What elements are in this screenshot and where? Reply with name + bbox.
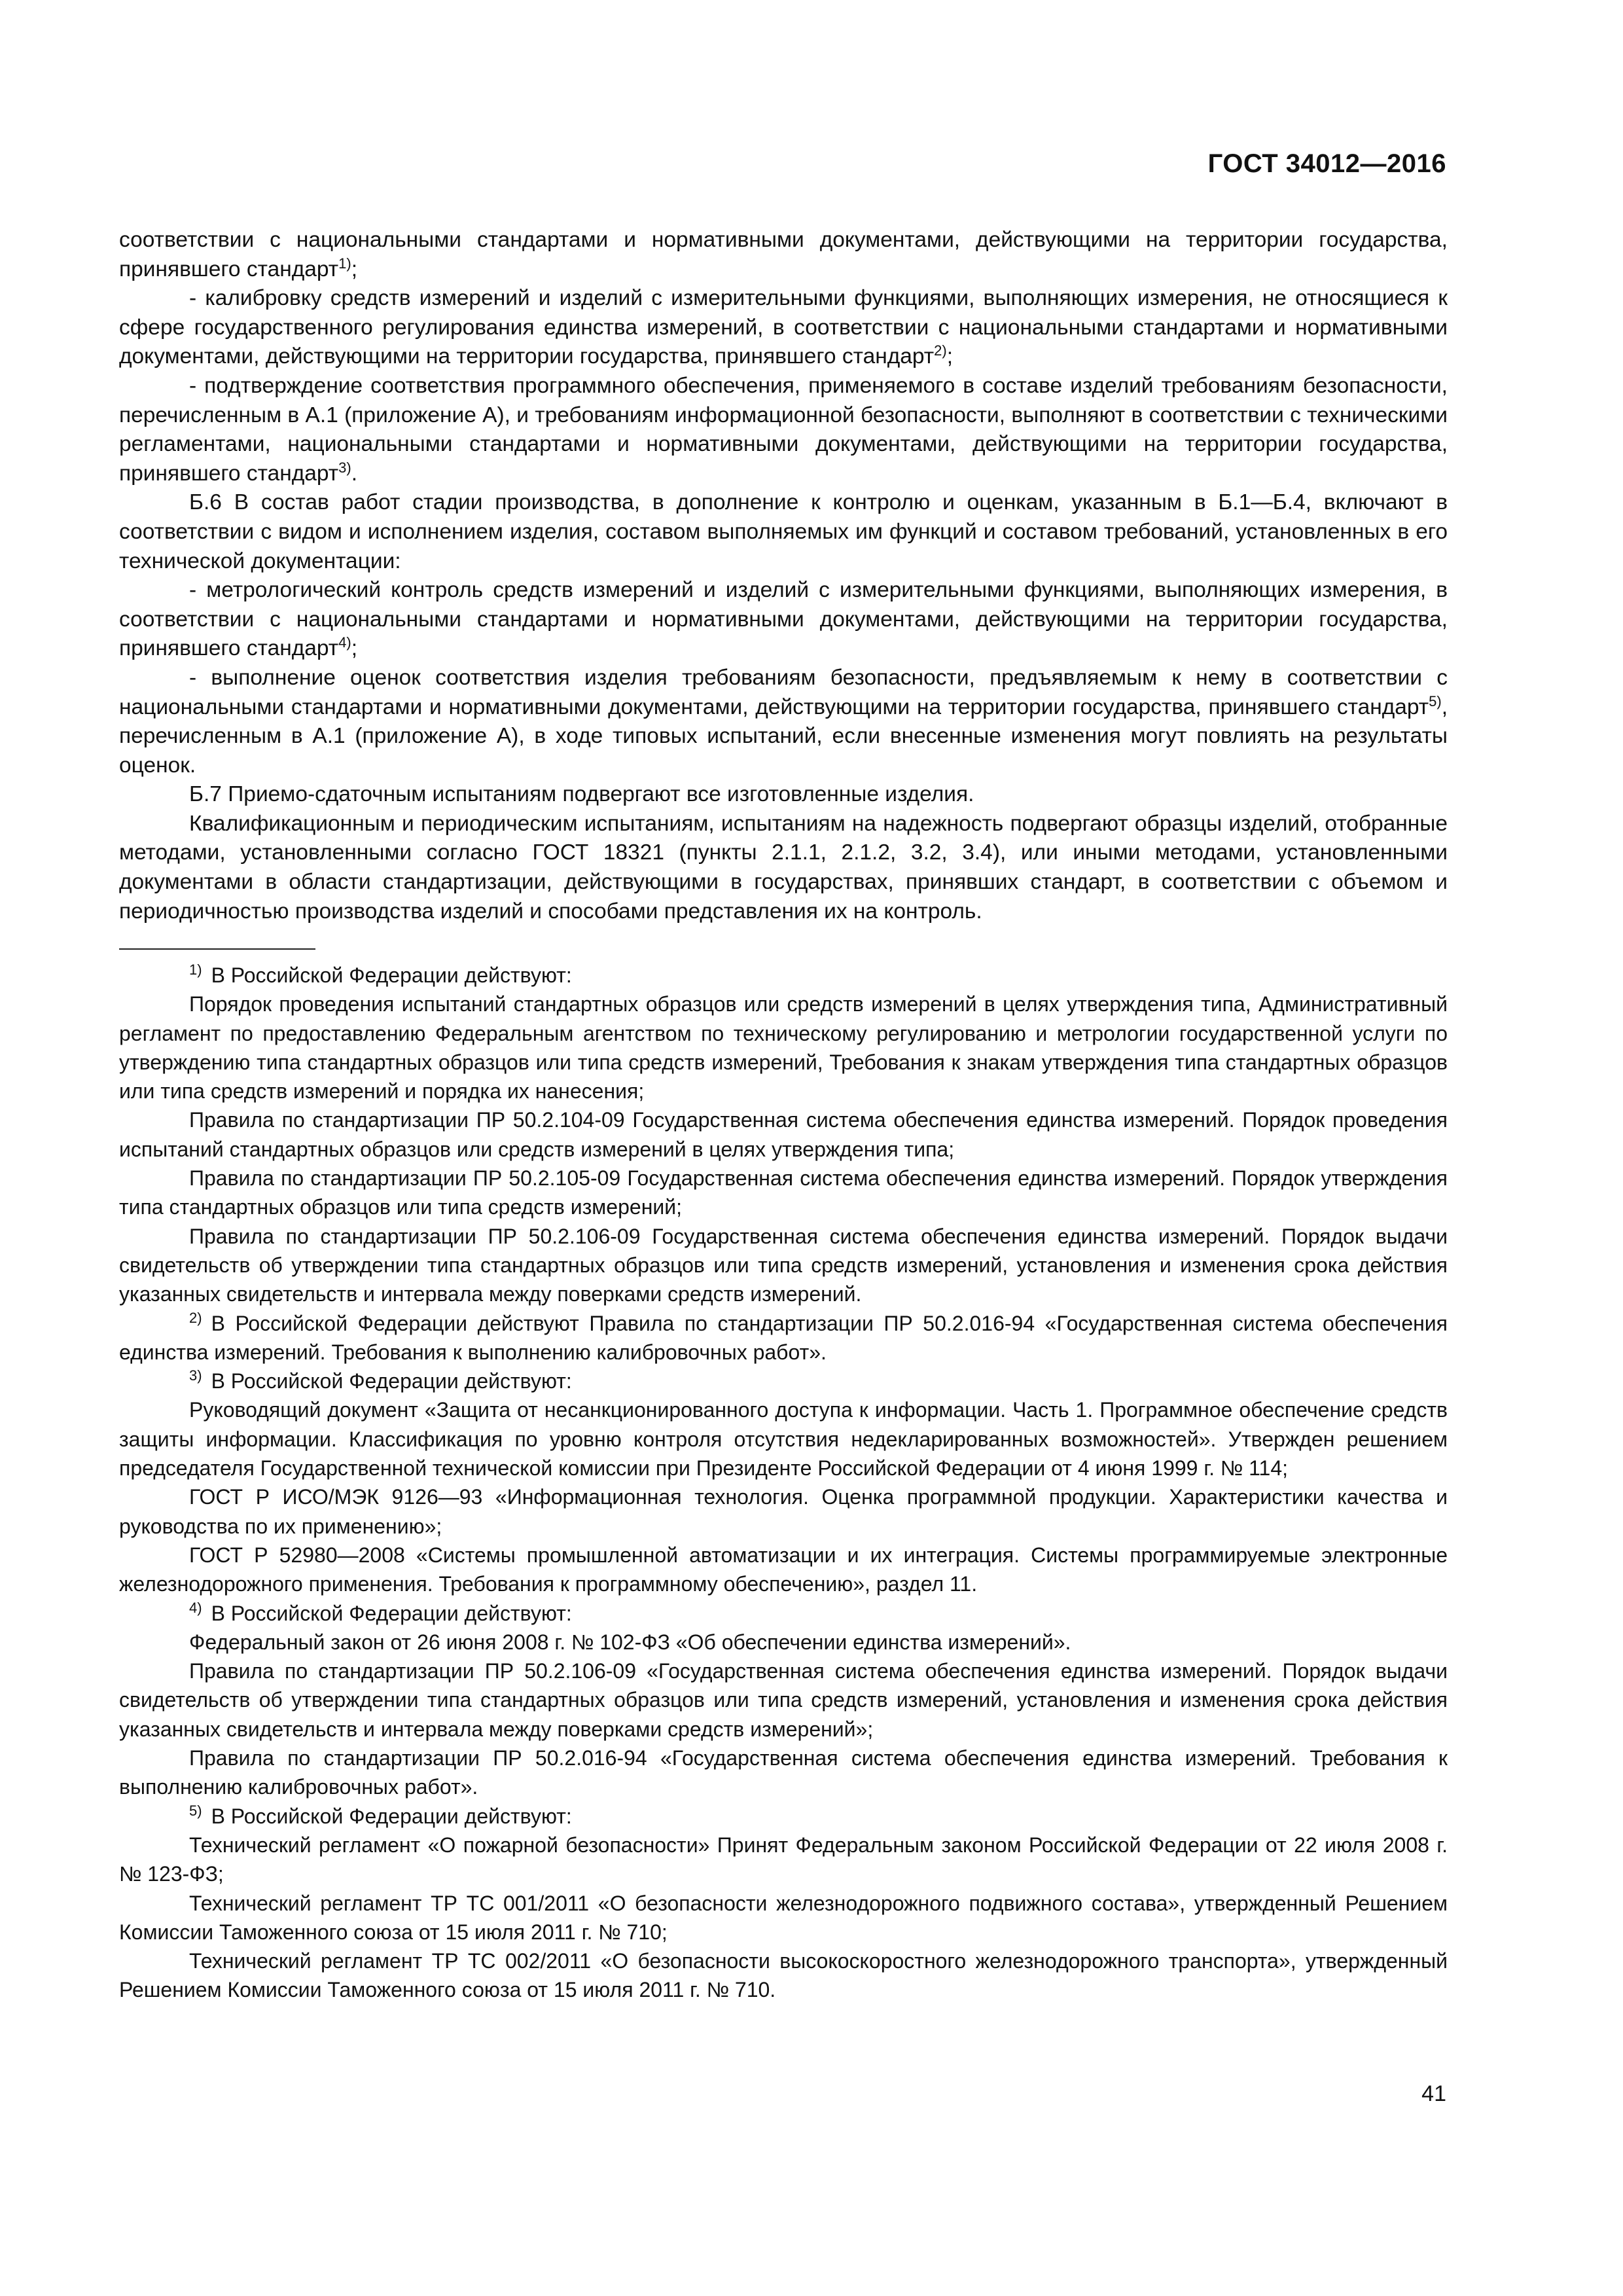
footnote-3-item: ГОСТ Р 52980—2008 «Системы промышленной автоматизации и их интеграция. Системы программируемые электронные железнодорожного применения. Требования к программному обеспечению», раздел 11. <box>119 1543 1448 1596</box>
document-code-header: ГОСТ 34012—2016 <box>1207 149 1446 178</box>
footnotes-section <box>119 961 1448 2005</box>
footnote-5-item: Технический регламент ТР ТС 002/2011 «О безопасности высокоскоростного железнодорожного транспорта», утвержденный Решением Комиссии Таможенного союза от 15 июля 2011 г. № 710. <box>119 1949 1448 2002</box>
paragraph-qualification-tests: Квалификационным и периодическим испытаниям, испытаниям на надежность подвергают образцы изделий, отобранные методами, установленными согласно ГОСТ 18321 (пункты 2.1.1, 2.1.2, 3.2, 3.4), или иными методами, установленными документами в области стандартизации, действующими в государствах, принявших стандарт, в соответствии с объемом и периодичностью производства изделий и способами представления их на контроль. <box>119 811 1448 924</box>
footnote-4-title: $^{4)}$ В Российской Федерации действуют: <box>189 1599 572 1625</box>
footnote-4-item: Федеральный закон от 26 июня 2008 г. № 102-ФЗ «Об обеспечении единства измерений». <box>189 1630 1071 1654</box>
list-item-safety-assessment: - выполнение оценок соответствия изделия требованиям безопасности, предъявляемым к нему в соответствии с национальными стандартами и нормативными документами, действующими на территории государства, принявшего стандарт$^{5)}$, перечисленным в А.1 (приложение А), в ходе типовых испытаний, если внесенные изменения могут повлиять на результаты оценок. <box>119 665 1448 778</box>
paragraph-continuation: соответствии с национальными стандартами и нормативными документами, действующими на территории государства, принявшего стандарт$^{1)}$; <box>119 228 1448 281</box>
clause-b7: Б.7 Приемо-сдаточным испытаниям подвергают все изготовленные изделия. <box>189 782 974 807</box>
footnote-ref-5: 5) <box>1429 692 1442 709</box>
footnote-1-item: Порядок проведения испытаний стандартных образцов или средств измерений в целях утверждения типа, Административный регламент по предоставлению Федеральным агентством по техническому регулированию и метрологии государственной услуги по утверждению типа стандартных образцов или типа средств измерений, Требования к знакам утверждения типа стандартных образцов или типа средств измерений и порядка их нанесения; <box>119 992 1448 1103</box>
footnote-1-item: Правила по стандартизации ПР 50.2.105-09 Государственная система обеспечения единства измерений. Порядок утверждения типа стандартных образцов или типа средств измерений; <box>119 1166 1448 1219</box>
footnote-1-item: Правила по стандартизации ПР 50.2.104-09 Государственная система обеспечения единства измерений. Порядок проведения испытаний стандартных образцов или средств измерений в целях утверждения типа; <box>119 1108 1448 1161</box>
main-text <box>119 226 1448 926</box>
footnote-5-item: Технический регламент ТР ТС 001/2011 «О безопасности железнодорожного подвижного состава», утвержденный Решением Комиссии Таможенного союза от 15 июля 2011 г. № 710; <box>119 1891 1448 1944</box>
footnote-1-mark: 1) <box>189 961 202 978</box>
footnote-2-mark: 2) <box>189 1309 202 1326</box>
clause-b6: Б.6 В состав работ стадии производства, в дополнение к контролю и оценкам, указанным в Б.1—Б.4, включают в соответствии с видом и исполнением изделия, составом выполняемых им функций и составом требований, установленных в его технической документации: <box>119 490 1448 573</box>
footnote-3-mark: 3) <box>189 1367 202 1384</box>
footnote-separator <box>119 948 315 950</box>
footnote-5-item: Технический регламент «О пожарной безопасности» Принят Федеральным законом Российской Федерации от 22 июля 2008 г. № 123-ФЗ; <box>119 1833 1448 1886</box>
footnote-3-title: $^{3)}$ В Российской Федерации действуют: <box>189 1367 572 1393</box>
footnote-4-item: Правила по стандартизации ПР 50.2.016-94 «Государственная система обеспечения единства измерений. Требования к выполнению калибровочных работ». <box>119 1746 1448 1799</box>
footnote-1-title: $^{1)}$ В Российской Федерации действуют: <box>189 961 572 987</box>
footnote-ref-4: 4) <box>338 634 351 651</box>
footnote-4-item: Правила по стандартизации ПР 50.2.106-09 «Государственная система обеспечения единства измерений. Порядок выдачи свидетельств об утверждении типа стандартных образцов или типа средств измерений, установления и изменения срока действия указанных свидетельств и интервала между поверками средств измерений»; <box>119 1659 1448 1741</box>
footnote-ref-2: 2) <box>934 342 947 359</box>
footnote-3-item: Руководящий документ «Защита от несанкционированного доступа к информации. Часть 1. Программное обеспечение средств защиты информации. Классификация по уровню контроля отсутствия недекларированных возможностей». Утвержден решением председателя Государственной технической комиссии при Президенте Российской Федерации от 4 июня 1999 г. № 114; <box>119 1398 1448 1480</box>
list-item-software-conformity: - подтверждение соответствия программного обеспечения, применяемого в составе изделий требованиям безопасности, перечисленным в А.1 (приложение А), и требованиям информационной безопасности, выполняют в соответствии с техническими регламентами, национальными стандартами и нормативными документами, действующими на территории государства, принявшего стандарт$^{3)}$. <box>119 373 1448 486</box>
footnote-1-item: Правила по стандартизации ПР 50.2.106-09 Государственная система обеспечения единства измерений. Порядок выдачи свидетельств об утверждении типа стандартных образцов или типа средств измерений, установления и изменения срока действия указанных свидетельств и интервала между поверками средств измерений. <box>119 1224 1448 1306</box>
footnote-ref-3: 3) <box>338 459 351 476</box>
page-number: 41 <box>1421 2081 1446 2106</box>
footnote-3-item: ГОСТ Р ИСО/МЭК 9126—93 «Информационная технология. Оценка программной продукции. Характеристики качества и руководства по их применению»; <box>119 1485 1448 1538</box>
list-item-calibration: - калибровку средств измерений и изделий с измерительными функциями, выполняющих измерения, не относящиеся к сфере государственного регулирования единства измерений, в соответствии с национальными стандартами и нормативными документами, действующими на территории государства, принявшего стандарт$^{2)}$; <box>119 286 1448 369</box>
footnote-5-title: $^{5)}$ В Российской Федерации действуют: <box>189 1802 572 1828</box>
footnote-5-mark: 5) <box>189 1802 202 1819</box>
footnote-4-mark: 4) <box>189 1599 202 1616</box>
footnote-ref-1: 1) <box>338 255 351 272</box>
footnote-2: $^{2)}$ В Российской Федерации действуют Правила по стандартизации ПР 50.2.016-94 «Государственная система обеспечения единства измерений. Требования к выполнению калибровочных работ». <box>119 1309 1448 1364</box>
list-item-metrology-control: - метрологический контроль средств измерений и изделий с измерительными функциями, выполняющих измерения, в соответствии с национальными стандартами и нормативными документами, действующими на территории государства, принявшего стандарт$^{4)}$; <box>119 578 1448 661</box>
